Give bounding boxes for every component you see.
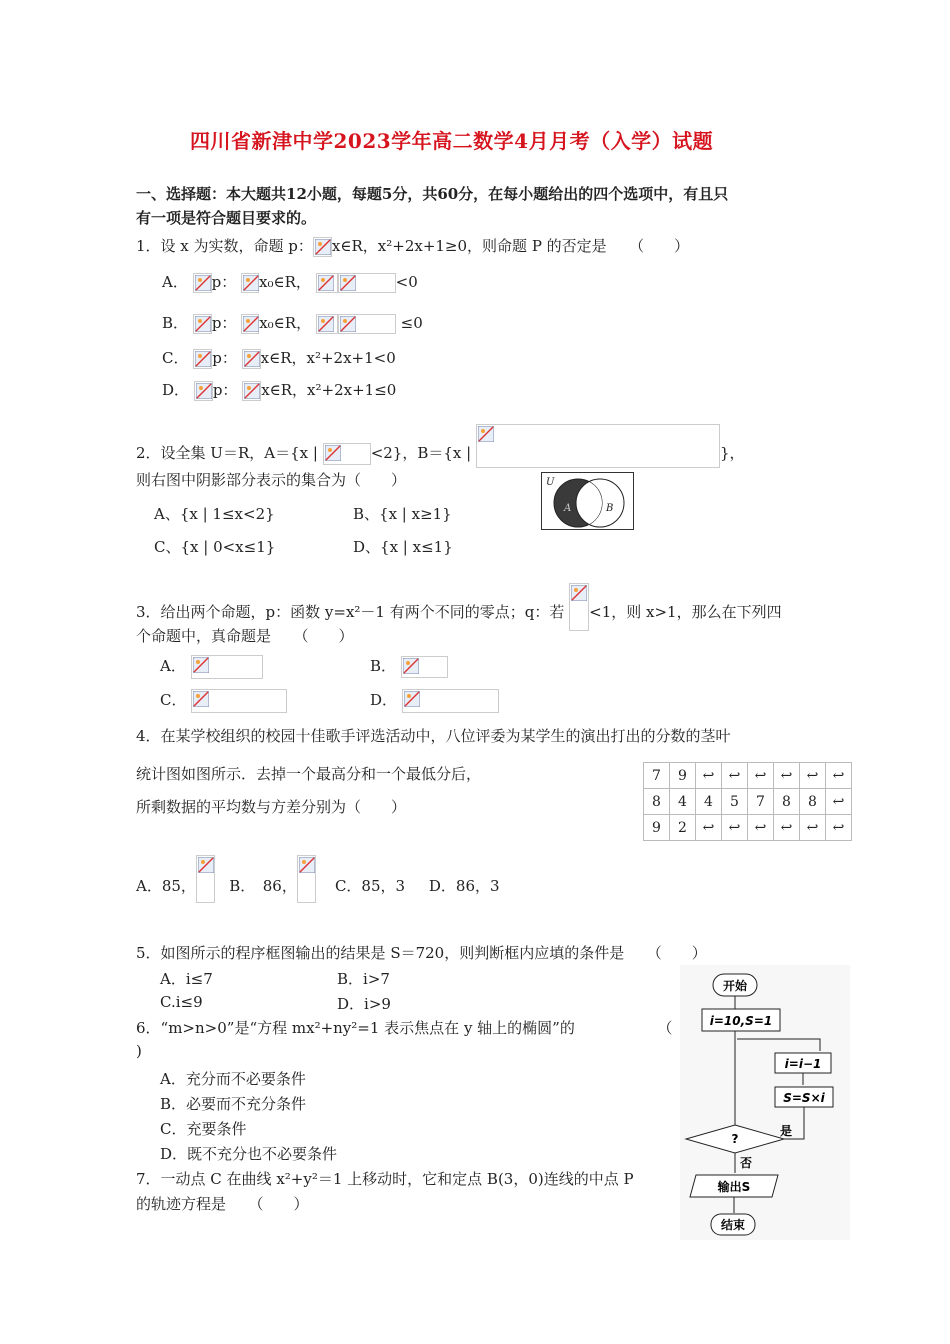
table-row: [644, 815, 852, 841]
table-cell: ↩: [774, 763, 800, 789]
question-7-line2: 的轨迹方程是 （ ）: [136, 1195, 309, 1213]
q2-option-a: A、{x | 1≤x<2}: [154, 505, 275, 523]
question-4-line2: 统计图如图所示．去掉一个最高分和一个最低分后，: [136, 765, 482, 783]
table-cell: ↩: [696, 815, 722, 841]
broken-image-icon: [402, 689, 499, 713]
question-6-stem: 6．“m>n>0”是“方程 mx²+ny²=1 表示焦点在 y 轴上的椭圆”的 （: [136, 1019, 673, 1037]
table-cell: ↩: [826, 763, 852, 789]
question-3-line2: 个命题中，真命题是 （ ）: [136, 627, 354, 645]
broken-image-icon: [313, 237, 332, 257]
broken-image-icon: [316, 273, 338, 293]
q4-options: A．85， B． 86， C．85，3 D．86，3: [136, 855, 500, 903]
broken-image-icon: [193, 273, 212, 293]
broken-image-icon: [476, 424, 720, 468]
q2-option-c: C、{x | 0<x≤1}: [154, 538, 276, 556]
broken-image-icon: [242, 381, 261, 401]
table-cell: ↩: [826, 789, 852, 815]
table-cell: 7: [748, 789, 774, 815]
table-row: [644, 789, 852, 815]
question-4-line3: 所剩数据的平均数与方差分别为（ ）: [136, 798, 407, 816]
q5-option-b: B．i>7: [337, 970, 390, 988]
table-cell: ↩: [748, 815, 774, 841]
question-1-stem: 1．设 x 为实数，命题 p： x∈R，x²+2x+1≥0，则命题 P 的否定是 （ ）: [136, 237, 690, 255]
table-cell: ↩: [826, 815, 852, 841]
broken-image-icon: [191, 655, 263, 679]
broken-image-icon: [196, 855, 215, 903]
question-6-close: ): [136, 1042, 142, 1060]
question-3-stem: 3．给出两个命题，p：函数 y=x²－1 有两个不同的零点；q：若 <1，则 x>1，那么在下列四: [136, 583, 782, 631]
broken-image-icon: [316, 314, 338, 334]
table-cell: 8: [774, 789, 800, 815]
q5-option-c: C.i≤9: [160, 993, 203, 1011]
q3-option-d: D．: [370, 689, 499, 713]
flow-decrement-label: i=i−1: [784, 1057, 822, 1071]
table-cell: ↩: [722, 763, 748, 789]
q5-option-a: A．i≤7: [160, 970, 213, 988]
stem-leaf-table: [643, 762, 852, 841]
broken-image-icon: [338, 273, 396, 293]
flow-multiply-label: S=S×i: [783, 1091, 825, 1105]
q1-option-c: C． p： x∈R，x²+2x+1<0: [162, 349, 396, 367]
table-cell: ↩: [722, 815, 748, 841]
table-cell: 4: [670, 789, 696, 815]
q6-option-a: A．充分而不必要条件: [160, 1070, 306, 1088]
broken-image-icon: [193, 349, 212, 369]
table-cell: 8: [644, 789, 670, 815]
venn-label-u: U: [546, 477, 555, 488]
question-2-stem: 2．设全集 U＝R，A＝{x | <2}，B＝{x | }，: [136, 424, 745, 468]
table-cell: ↩: [774, 815, 800, 841]
q6-option-c: C．充要条件: [160, 1120, 247, 1138]
table-cell: 9: [644, 815, 670, 841]
flow-start-label: 开始: [722, 979, 748, 993]
table-cell: 2: [670, 815, 696, 841]
broken-image-icon: [569, 583, 589, 631]
broken-image-icon: [241, 314, 259, 334]
flow-yes-label: 是: [780, 1124, 793, 1138]
q1-option-a: A． p： x₀∈R， <0: [162, 273, 418, 291]
broken-image-icon: [297, 855, 316, 903]
q5-option-d: D．i>9: [337, 995, 391, 1013]
broken-image-icon: [191, 689, 287, 713]
flow-end-label: 结束: [720, 1218, 746, 1232]
venn-label-b: B: [606, 503, 614, 514]
q6-option-b: B．必要而不充分条件: [160, 1095, 307, 1113]
question-5-stem: 5．如图所示的程序框图输出的结果是 S＝720，则判断框内应填的条件是 （ ）: [136, 944, 707, 962]
table-cell: 8: [800, 789, 826, 815]
question-7-line1: 7．一动点 C 在曲线 x²+y²＝1 上移动时，它和定点 B(3，0)连线的中点 P: [136, 1170, 634, 1188]
q3-option-b: B．: [370, 655, 448, 678]
broken-image-icon: [323, 443, 371, 465]
table-row: [644, 763, 852, 789]
section-heading-line2: 有一项是符合题目要求的。: [136, 209, 317, 227]
q2-option-d: D、{x | x≤1}: [353, 538, 453, 556]
q3-option-a: A．: [160, 655, 263, 679]
broken-image-icon: [242, 349, 261, 369]
table-cell: 5: [722, 789, 748, 815]
q6-option-d: D．既不充分也不必要条件: [160, 1145, 338, 1163]
broken-image-icon: [241, 273, 259, 293]
q2-option-b: B、{x | x≥1}: [353, 505, 452, 523]
program-flowchart: [680, 965, 850, 1240]
flow-no-label: 否: [740, 1156, 753, 1170]
broken-image-icon: [401, 656, 448, 678]
q1-option-d: D． p： x∈R，x²+2x+1≤0: [162, 381, 397, 399]
table-cell: ↩: [696, 763, 722, 789]
question-2-line2: 则右图中阴影部分表示的集合为（ ）: [136, 471, 407, 489]
table-cell: 7: [644, 763, 670, 789]
broken-image-icon: [193, 314, 212, 334]
section-heading-line1: 一、选择题：本大题共12小题，每题5分，共60分，在每小题给出的四个选项中，有且只: [136, 185, 729, 203]
venn-label-a: A: [564, 503, 572, 514]
venn-diagram: [541, 472, 634, 530]
flow-output-label: 输出S: [717, 1180, 751, 1194]
q3-option-c: C．: [160, 689, 287, 713]
table-cell: ↩: [800, 815, 826, 841]
broken-image-icon: [338, 314, 396, 334]
question-4-line1: 4．在某学校组织的校园十佳歌手评选活动中，八位评委为某学生的演出打出的分数的茎叶: [136, 727, 731, 745]
broken-image-icon: [194, 381, 213, 401]
page-title: 四川省新津中学2023学年高二数学4月月考（入学）试题: [190, 129, 714, 153]
table-cell: 4: [696, 789, 722, 815]
flow-condition-label: ?: [731, 1132, 739, 1146]
table-cell: ↩: [800, 763, 826, 789]
table-cell: ↩: [748, 763, 774, 789]
table-cell: 9: [670, 763, 696, 789]
flow-init-label: i=10,S=1: [709, 1014, 773, 1028]
q1-option-b: B． p： x₀∈R， ≤0: [162, 314, 423, 332]
